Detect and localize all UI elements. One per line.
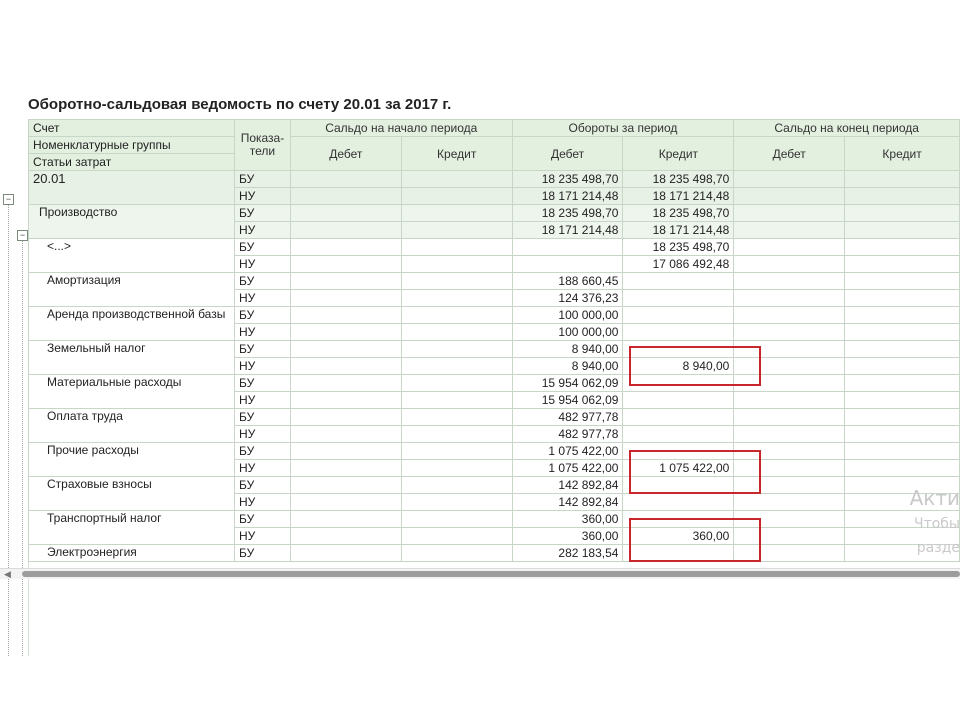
start-balance-cell[interactable] — [401, 545, 512, 562]
start-balance-cell[interactable] — [290, 222, 401, 239]
end-balance-cell[interactable] — [845, 273, 960, 290]
turnover-debit-cell[interactable]: 100 000,00 — [512, 307, 623, 324]
row-label[interactable]: Земельный налог — [29, 341, 235, 375]
start-balance-cell[interactable] — [290, 324, 401, 341]
end-balance-cell[interactable] — [845, 341, 960, 358]
turnover-credit-cell[interactable] — [623, 273, 734, 290]
start-balance-cell[interactable] — [290, 188, 401, 205]
tree-line — [8, 200, 9, 656]
start-balance-cell[interactable] — [290, 171, 401, 188]
end-balance-cell[interactable] — [845, 324, 960, 341]
indicator-cell[interactable]: БУ — [234, 273, 290, 290]
turnover-debit-cell[interactable]: 8 940,00 — [512, 341, 623, 358]
indicator-cell[interactable]: НУ — [234, 528, 290, 545]
horizontal-scrollbar[interactable] — [0, 568, 960, 579]
indicator-cell[interactable]: БУ — [234, 375, 290, 392]
end-balance-cell[interactable] — [845, 392, 960, 409]
table-row[interactable] — [29, 273, 960, 290]
header-indicators[interactable]: Показа- тели — [234, 120, 290, 171]
end-balance-cell[interactable] — [734, 222, 845, 239]
end-balance-cell[interactable] — [734, 273, 845, 290]
turnover-debit-cell[interactable] — [512, 239, 623, 256]
turnover-credit-cell[interactable]: 17 086 492,48 — [623, 256, 734, 273]
indicator-cell[interactable]: БУ — [234, 171, 290, 188]
start-balance-cell[interactable] — [401, 341, 512, 358]
watermark-line: Чтобы — [913, 516, 960, 532]
highlight-box — [629, 518, 761, 562]
start-balance-cell[interactable] — [290, 375, 401, 392]
turnover-debit-cell[interactable]: 360,00 — [512, 528, 623, 545]
start-balance-cell[interactable] — [290, 443, 401, 460]
highlight-box — [629, 450, 761, 494]
tree-line — [22, 236, 23, 656]
header-start-debit[interactable]: Дебет — [290, 137, 401, 171]
start-balance-cell[interactable] — [290, 494, 401, 511]
end-balance-cell[interactable] — [734, 324, 845, 341]
table-row[interactable] — [29, 239, 960, 256]
start-balance-cell[interactable] — [401, 324, 512, 341]
scroll-left-icon[interactable]: ◀ — [4, 569, 11, 579]
start-balance-cell[interactable] — [290, 273, 401, 290]
indicator-cell[interactable]: БУ — [234, 341, 290, 358]
start-balance-cell[interactable] — [290, 545, 401, 562]
header-turnover-credit[interactable]: Кредит — [623, 137, 734, 171]
end-balance-cell[interactable] — [734, 409, 845, 426]
turnover-debit-cell[interactable]: 15 954 062,09 — [512, 392, 623, 409]
tree-rail — [0, 186, 29, 656]
turnover-credit-cell[interactable] — [623, 324, 734, 341]
start-balance-cell[interactable] — [401, 256, 512, 273]
indicator-cell[interactable]: НУ — [234, 188, 290, 205]
start-balance-cell[interactable] — [290, 409, 401, 426]
turnover-debit-cell[interactable]: 188 660,45 — [512, 273, 623, 290]
turnover-debit-cell[interactable]: 1 075 422,00 — [512, 460, 623, 477]
turnover-credit-cell[interactable]: 360,00 — [623, 528, 734, 545]
end-balance-cell[interactable] — [845, 171, 960, 188]
end-balance-cell[interactable] — [734, 426, 845, 443]
indicator-cell[interactable]: НУ — [234, 222, 290, 239]
collapse-icon[interactable]: − — [17, 230, 28, 241]
header-nomenclature-groups[interactable]: Номенклатурные группы — [29, 137, 235, 154]
indicator-cell[interactable]: БУ — [234, 477, 290, 494]
header-end-balance[interactable]: Сальдо на конец периода — [734, 120, 960, 137]
end-balance-cell[interactable] — [734, 494, 845, 511]
start-balance-cell[interactable] — [290, 307, 401, 324]
turnover-debit-cell[interactable]: 18 171 214,48 — [512, 188, 623, 205]
start-balance-cell[interactable] — [401, 511, 512, 528]
turnover-credit-cell[interactable]: 18 235 498,70 — [623, 239, 734, 256]
turnover-debit-cell[interactable]: 8 940,00 — [512, 358, 623, 375]
watermark-line: разде — [916, 540, 960, 556]
row-label[interactable]: Амортизация — [29, 273, 235, 307]
table-row[interactable] — [29, 307, 960, 324]
start-balance-cell[interactable] — [290, 205, 401, 222]
turnover-debit-cell[interactable]: 482 977,78 — [512, 426, 623, 443]
turnover-credit-cell[interactable]: 8 940,00 — [623, 358, 734, 375]
start-balance-cell[interactable] — [401, 409, 512, 426]
start-balance-cell[interactable] — [290, 511, 401, 528]
turnover-credit-cell[interactable] — [623, 290, 734, 307]
turnover-credit-cell[interactable] — [623, 392, 734, 409]
row-label[interactable]: Электроэнергия — [29, 545, 235, 562]
end-balance-cell[interactable] — [845, 188, 960, 205]
table-row[interactable] — [29, 443, 960, 460]
indicator-cell[interactable]: НУ — [234, 460, 290, 477]
end-balance-cell[interactable] — [734, 307, 845, 324]
start-balance-cell[interactable] — [401, 188, 512, 205]
start-balance-cell[interactable] — [290, 460, 401, 477]
turnover-credit-cell[interactable] — [623, 409, 734, 426]
start-balance-cell[interactable] — [401, 392, 512, 409]
table-row[interactable] — [29, 171, 960, 188]
turnover-debit-cell[interactable]: 360,00 — [512, 511, 623, 528]
turnover-credit-cell[interactable]: 1 075 422,00 — [623, 460, 734, 477]
indicator-cell[interactable]: НУ — [234, 358, 290, 375]
turnover-credit-cell[interactable] — [623, 426, 734, 443]
turnover-credit-cell[interactable] — [623, 307, 734, 324]
indicator-cell[interactable]: БУ — [234, 205, 290, 222]
end-balance-cell[interactable] — [734, 392, 845, 409]
start-balance-cell[interactable] — [401, 460, 512, 477]
start-balance-cell[interactable] — [401, 426, 512, 443]
row-label[interactable]: Аренда производственной базы — [29, 307, 235, 341]
end-balance-cell[interactable] — [845, 256, 960, 273]
end-balance-cell[interactable] — [734, 171, 845, 188]
start-balance-cell[interactable] — [290, 358, 401, 375]
start-balance-cell[interactable] — [401, 290, 512, 307]
end-balance-cell[interactable] — [845, 222, 960, 239]
indicator-cell[interactable]: НУ — [234, 494, 290, 511]
end-balance-cell[interactable] — [845, 426, 960, 443]
watermark-line: Акти — [909, 486, 960, 510]
collapse-icon[interactable]: − — [3, 194, 14, 205]
table-row[interactable] — [29, 477, 960, 494]
row-label[interactable]: <...> — [29, 239, 235, 273]
indicator-cell[interactable]: БУ — [234, 545, 290, 562]
indicator-cell[interactable]: НУ — [234, 426, 290, 443]
turnover-debit-cell[interactable] — [512, 256, 623, 273]
turnover-credit-cell[interactable]: 18 235 498,70 — [623, 205, 734, 222]
start-balance-cell[interactable] — [290, 528, 401, 545]
scrollbar-thumb[interactable] — [22, 571, 960, 577]
header-start-balance[interactable]: Сальдо на начало периода — [290, 120, 512, 137]
start-balance-cell[interactable] — [290, 341, 401, 358]
row-label[interactable]: Оплата труда — [29, 409, 235, 443]
header-turnover-debit[interactable]: Дебет — [512, 137, 623, 171]
turnover-debit-cell[interactable]: 1 075 422,00 — [512, 443, 623, 460]
start-balance-cell[interactable] — [401, 477, 512, 494]
turnover-debit-cell[interactable]: 142 892,84 — [512, 494, 623, 511]
end-balance-cell[interactable] — [734, 205, 845, 222]
start-balance-cell[interactable] — [401, 494, 512, 511]
header-turnover[interactable]: Обороты за период — [512, 120, 734, 137]
turnover-debit-cell[interactable]: 100 000,00 — [512, 324, 623, 341]
indicator-cell[interactable]: НУ — [234, 392, 290, 409]
end-balance-cell[interactable] — [734, 239, 845, 256]
table-row[interactable] — [29, 375, 960, 392]
row-label[interactable]: Страховые взносы — [29, 477, 235, 511]
start-balance-cell[interactable] — [290, 256, 401, 273]
table-row[interactable] — [29, 545, 960, 562]
turnover-credit-cell[interactable]: 18 235 498,70 — [623, 171, 734, 188]
table-row[interactable] — [29, 409, 960, 426]
start-balance-cell[interactable] — [290, 477, 401, 494]
turnover-debit-cell[interactable]: 142 892,84 — [512, 477, 623, 494]
end-balance-cell[interactable] — [845, 443, 960, 460]
indicator-cell[interactable]: БУ — [234, 409, 290, 426]
turnover-debit-cell[interactable]: 18 235 498,70 — [512, 171, 623, 188]
table-row[interactable] — [29, 205, 960, 222]
start-balance-cell[interactable] — [401, 205, 512, 222]
header-end-debit[interactable]: Дебет — [734, 137, 845, 171]
turnover-credit-cell[interactable]: 18 171 214,48 — [623, 188, 734, 205]
row-label[interactable]: Прочие расходы — [29, 443, 235, 477]
turnover-debit-cell[interactable]: 15 954 062,09 — [512, 375, 623, 392]
report-table — [28, 119, 960, 562]
end-balance-cell[interactable] — [845, 409, 960, 426]
end-balance-cell[interactable] — [845, 239, 960, 256]
start-balance-cell[interactable] — [401, 171, 512, 188]
turnover-debit-cell[interactable]: 482 977,78 — [512, 409, 623, 426]
start-balance-cell[interactable] — [401, 222, 512, 239]
row-label[interactable]: 20.01 — [29, 171, 235, 205]
start-balance-cell[interactable] — [290, 290, 401, 307]
end-balance-cell[interactable] — [845, 307, 960, 324]
start-balance-cell[interactable] — [401, 307, 512, 324]
report-window — [0, 90, 960, 580]
end-balance-cell[interactable] — [845, 375, 960, 392]
indicator-cell[interactable]: НУ — [234, 290, 290, 307]
turnover-debit-cell[interactable]: 124 376,23 — [512, 290, 623, 307]
turnover-debit-cell[interactable]: 18 171 214,48 — [512, 222, 623, 239]
table-row[interactable] — [29, 341, 960, 358]
start-balance-cell[interactable] — [290, 392, 401, 409]
start-balance-cell[interactable] — [401, 239, 512, 256]
end-balance-cell[interactable] — [734, 188, 845, 205]
indicator-cell[interactable]: БУ — [234, 307, 290, 324]
turnover-debit-cell[interactable]: 18 235 498,70 — [512, 205, 623, 222]
indicator-cell[interactable]: БУ — [234, 443, 290, 460]
header-end-credit[interactable]: Кредит — [845, 137, 960, 171]
start-balance-cell[interactable] — [401, 528, 512, 545]
indicator-cell[interactable]: БУ — [234, 239, 290, 256]
table-row[interactable] — [29, 511, 960, 528]
turnover-credit-cell[interactable]: 18 171 214,48 — [623, 222, 734, 239]
end-balance-cell[interactable] — [845, 205, 960, 222]
indicator-cell[interactable]: НУ — [234, 324, 290, 341]
end-balance-cell[interactable] — [734, 256, 845, 273]
indicator-cell[interactable]: БУ — [234, 511, 290, 528]
end-balance-cell[interactable] — [845, 460, 960, 477]
report-title: Оборотно-сальдовая ведомость по счету 20.01 за 2017 г. — [28, 96, 452, 113]
turnover-debit-cell[interactable]: 282 183,54 — [512, 545, 623, 562]
start-balance-cell[interactable] — [401, 443, 512, 460]
end-balance-cell[interactable] — [845, 358, 960, 375]
start-balance-cell[interactable] — [401, 358, 512, 375]
row-label[interactable]: Производство — [29, 205, 235, 239]
end-balance-cell[interactable] — [734, 290, 845, 307]
end-balance-cell[interactable] — [845, 290, 960, 307]
header-cost-items[interactable]: Статьи затрат — [29, 154, 235, 171]
start-balance-cell[interactable] — [401, 273, 512, 290]
start-balance-cell[interactable] — [290, 426, 401, 443]
start-balance-cell[interactable] — [401, 375, 512, 392]
row-label[interactable]: Материальные расходы — [29, 375, 235, 409]
highlight-box — [629, 346, 761, 386]
start-balance-cell[interactable] — [290, 239, 401, 256]
indicator-cell[interactable]: НУ — [234, 256, 290, 273]
turnover-credit-cell[interactable] — [623, 494, 734, 511]
row-label[interactable]: Транспортный налог — [29, 511, 235, 545]
header-start-credit[interactable]: Кредит — [401, 137, 512, 171]
header-account[interactable]: Счет — [29, 120, 235, 137]
